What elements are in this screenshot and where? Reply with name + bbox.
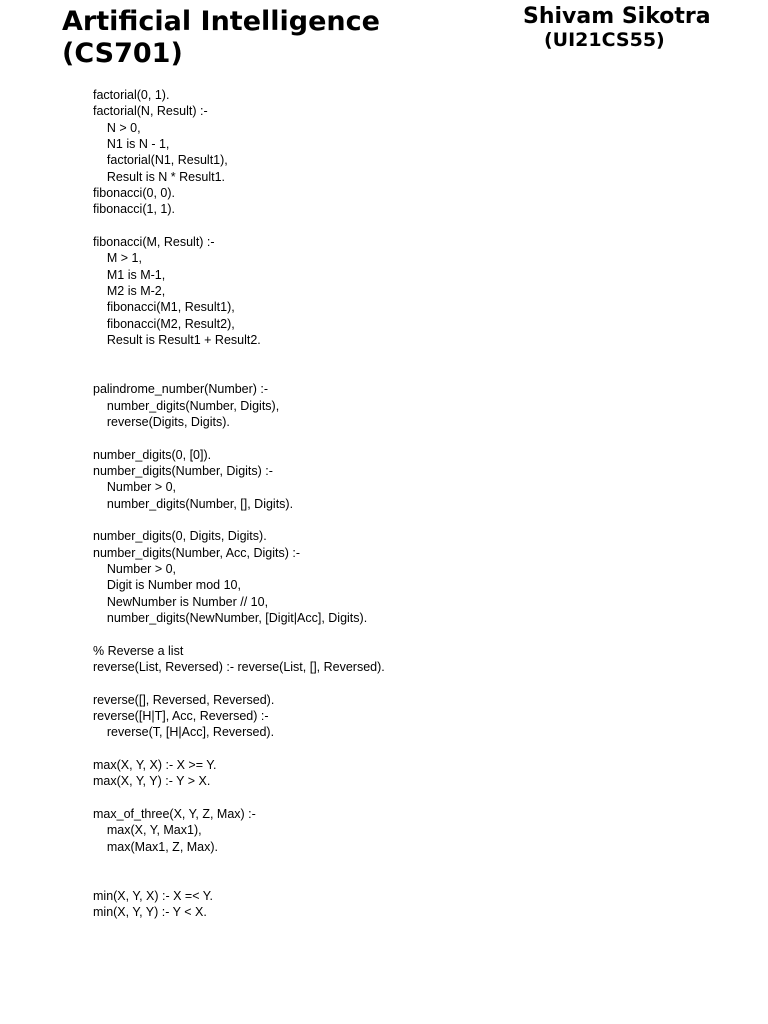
code-line: number_digits(Number, [], Digits). — [93, 496, 294, 511]
code-line: reverse(T, [H|Acc], Reversed). — [93, 725, 275, 740]
code-line — [93, 349, 385, 365]
code-line: fibonacci(M2, Result2), — [93, 316, 235, 331]
code-line: reverse(List, Reversed) :- reverse(List, [], Reversed). — [93, 660, 385, 675]
code-line: Result is N * Result1. — [93, 169, 225, 184]
code-line: Number > 0, — [93, 561, 177, 576]
code-line — [93, 218, 385, 234]
course-title-line1: Artificial Intelligence — [62, 6, 380, 37]
code-line: number_digits(Number, Acc, Digits) :- — [93, 545, 301, 560]
code-line: factorial(0, 1). — [93, 88, 170, 102]
code-line: max(X, Y, X) :- X >= Y. — [93, 758, 217, 773]
code-line: factorial(N1, Result1), — [93, 153, 228, 168]
code-line: max_of_three(X, Y, Z, Max) :- — [93, 807, 256, 822]
code-line — [93, 872, 385, 888]
code-line — [93, 675, 385, 691]
author-name: Shivam Sikotra — [523, 4, 711, 29]
course-title-line2: (CS701) — [62, 38, 183, 69]
code-line: fibonacci(M, Result) :- — [93, 235, 215, 250]
code-line: palindrome_number(Number) :- — [93, 382, 269, 397]
code-line: M2 is M-2, — [93, 284, 166, 299]
code-line: fibonacci(M1, Result1), — [93, 300, 235, 315]
code-line: reverse(Digits, Digits). — [93, 414, 230, 429]
code-line: number_digits(NewNumber, [Digit|Acc], Digits). — [93, 611, 368, 625]
code-line: Number > 0, — [93, 480, 177, 495]
code-line: M > 1, — [93, 251, 142, 266]
code-line: fibonacci(0, 0). — [93, 186, 175, 201]
course-title — [62, 6, 380, 70]
code-line: N1 is N - 1, — [93, 137, 170, 152]
code-line: max(X, Y, Max1), — [93, 823, 202, 838]
code-block — [93, 87, 385, 921]
author-id: (UI21CS55) — [544, 29, 665, 51]
code-line: Digit is Number mod 10, — [93, 578, 241, 593]
code-line: min(X, Y, Y) :- Y < X. — [93, 905, 207, 920]
code-line — [93, 741, 385, 757]
code-line: number_digits(Number, Digits) :- — [93, 463, 273, 478]
code-line: NewNumber is Number // 10, — [93, 594, 269, 609]
code-line: max(Max1, Z, Max). — [93, 839, 219, 854]
code-line: number_digits(0, Digits, Digits). — [93, 529, 267, 544]
code-line — [93, 790, 385, 806]
code-line — [93, 512, 385, 528]
code-line: fibonacci(1, 1). — [93, 202, 175, 217]
code-line: % Reverse a list — [93, 643, 184, 658]
code-line: Result is Result1 + Result2. — [93, 333, 261, 348]
code-line — [93, 855, 385, 871]
code-line: number_digits(0, [0]). — [93, 447, 212, 462]
code-line: reverse([], Reversed, Reversed). — [93, 692, 275, 707]
code-line — [93, 430, 385, 446]
code-line: factorial(N, Result) :- — [93, 104, 208, 119]
code-line: max(X, Y, Y) :- Y > X. — [93, 774, 211, 789]
code-line: number_digits(Number, Digits), — [93, 398, 280, 413]
code-line — [93, 626, 385, 642]
code-line: min(X, Y, X) :- X =< Y. — [93, 888, 213, 903]
code-line: M1 is M-1, — [93, 267, 166, 282]
code-line: N > 0, — [93, 120, 141, 135]
code-line — [93, 365, 385, 381]
code-line: reverse([H|T], Acc, Reversed) :- — [93, 709, 269, 724]
